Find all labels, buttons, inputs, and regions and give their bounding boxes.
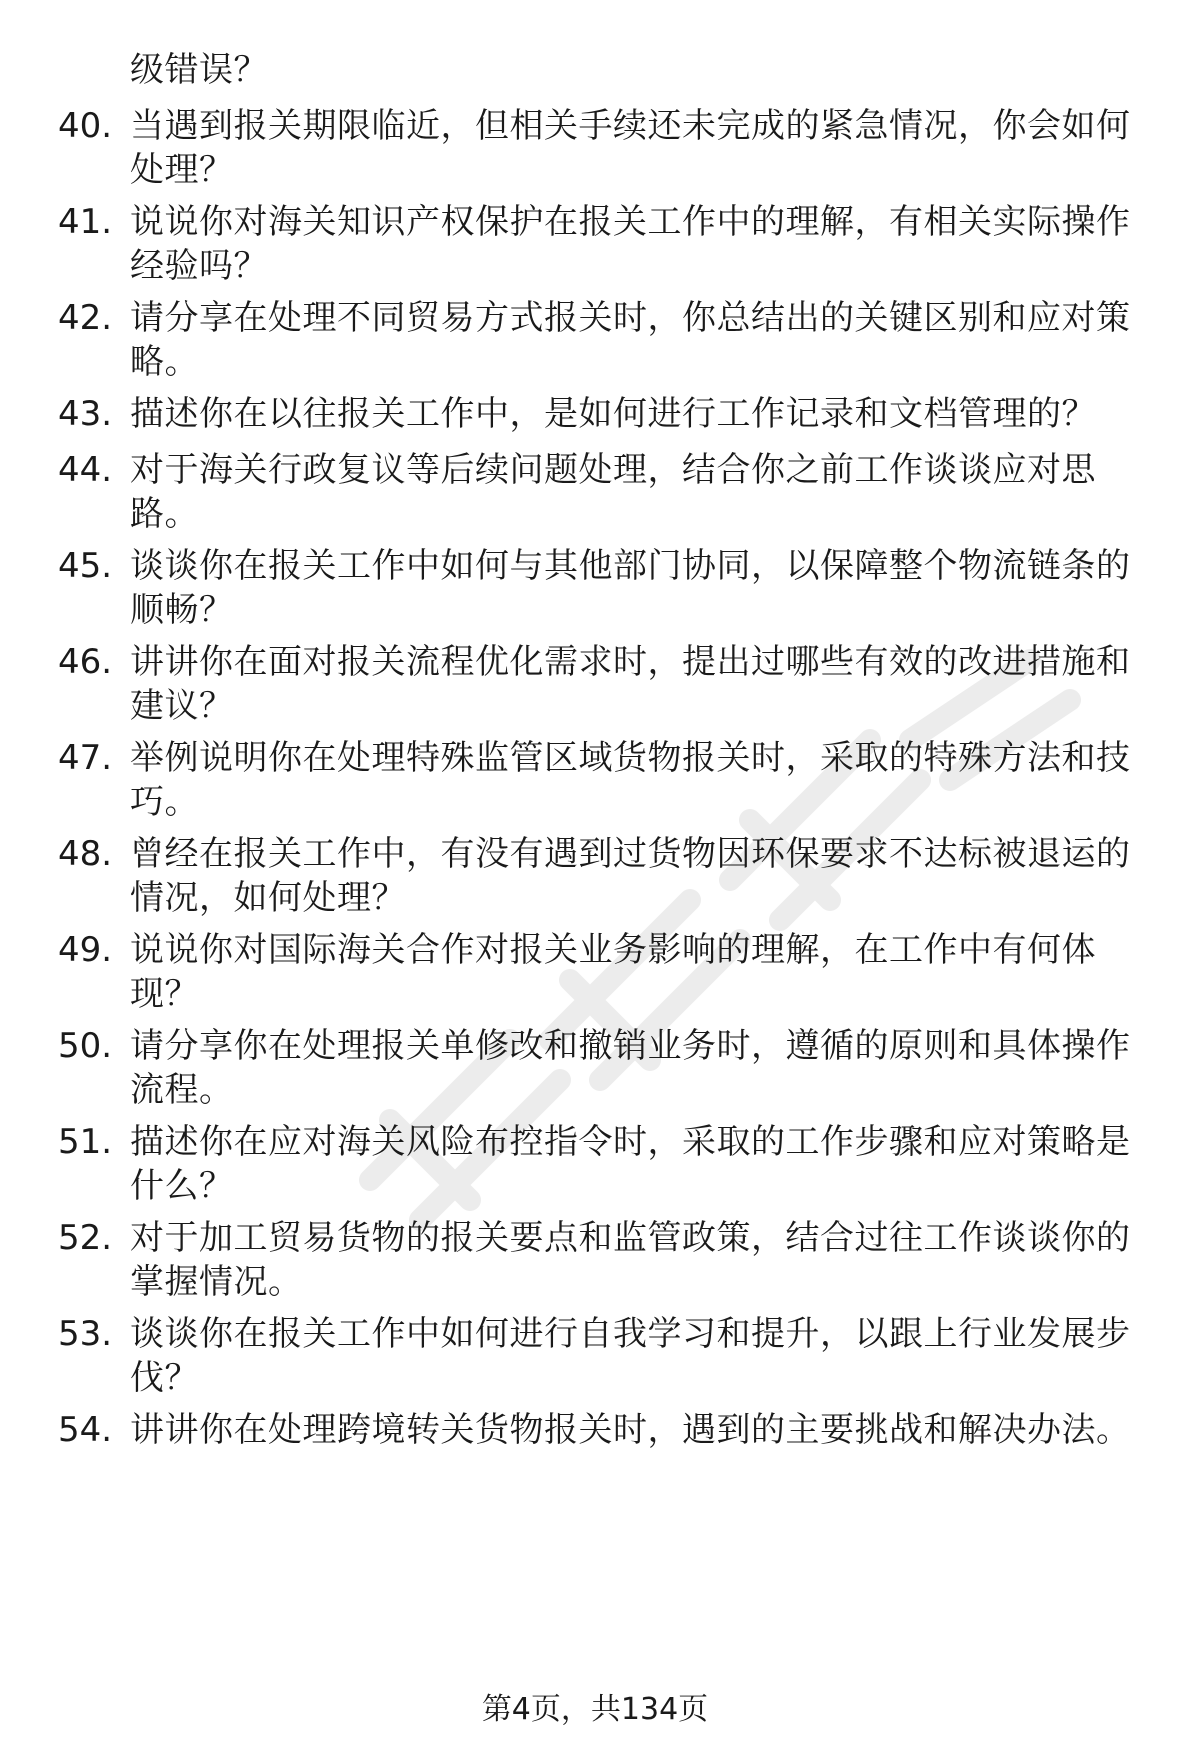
question-text: 讲讲你在面对报关流程优化需求时，提出过哪些有效的改进措施和建议？ [130,642,1131,726]
question-number: 46. [58,642,113,682]
question-text: 当遇到报关期限临近，但相关手续还未完成的紧急情况，你会如何处理？ [130,106,1131,190]
question-number: 51. [58,1122,113,1162]
question-number: 54. [58,1410,113,1450]
question-text: 谈谈你在报关工作中如何进行自我学习和提升，以跟上行业发展步伐？ [130,1314,1131,1398]
question-number: 47. [58,738,113,778]
question-text: 曾经在报关工作中，有没有遇到过货物因环保要求不达标被退运的情况，如何处理？ [130,834,1131,918]
question-text: 描述你在应对海关风险布控指令时，采取的工作步骤和应对策略是什么？ [130,1122,1131,1206]
question-number: 48. [58,834,113,874]
question-number: 43. [58,394,113,434]
question-text: 描述你在以往报关工作中，是如何进行工作记录和文档管理的？ [130,394,1096,434]
question-text: 举例说明你在处理特殊监管区域货物报关时，采取的特殊方法和技巧。 [130,738,1131,822]
question-text: 谈谈你在报关工作中如何与其他部门协同，以保障整个物流链条的顺畅？ [130,546,1131,630]
question-text: 说说你对海关知识产权保护在报关工作中的理解，有相关实际操作经验吗？ [130,202,1131,286]
question-number: 44. [58,450,113,490]
question-number: 45. [58,546,113,586]
question-number: 52. [58,1218,113,1258]
question-text: 级错误？ [130,50,268,90]
question-text: 请分享在处理不同贸易方式报关时，你总结出的关键区别和应对策略。 [130,298,1131,382]
question-number: 41. [58,202,113,242]
page-footer: 第4页，共134页 [481,1692,709,1727]
question-number: 49. [58,930,113,970]
question-number: 42. [58,298,113,338]
question-number: 53. [58,1314,113,1354]
question-number: 50. [58,1026,113,1066]
question-text: 对于加工贸易货物的报关要点和监管政策，结合过往工作谈谈你的掌握情况。 [130,1218,1131,1302]
question-text: 说说你对国际海关合作对报关业务影响的理解，在工作中有何体现？ [130,930,1096,1014]
question-text: 讲讲你在处理跨境转关货物报关时，遇到的主要挑战和解决办法。 [130,1410,1131,1450]
question-text: 请分享你在处理报关单修改和撤销业务时，遵循的原则和具体操作流程。 [130,1026,1131,1110]
question-number: 40. [58,106,113,146]
question-text: 对于海关行政复议等后续问题处理，结合你之前工作谈谈应对思路。 [130,450,1096,534]
